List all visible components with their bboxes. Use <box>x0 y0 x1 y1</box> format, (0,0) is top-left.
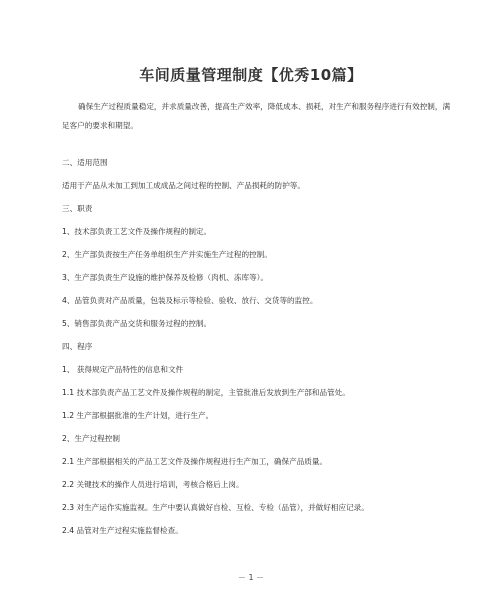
text-line: 1.1 技术部负责产品工艺文件及操作规程的制定，主管批准后发放到生产部和品管处。 <box>62 388 350 397</box>
text-line: 1、技术部负责工艺文件及操作规程的制定。 <box>62 227 212 236</box>
text-line: 1.2 生产部根据批准的生产计划，进行生产。 <box>62 411 214 420</box>
text-line: 2、生产部负责按生产任务单组织生产并实施生产过程的控制。 <box>62 250 272 259</box>
text-line: 适用于产品从未加工到加工成成品之间过程的控制、产品损耗的防护等。 <box>62 181 305 190</box>
text-line: 5、销售部负责产品交货和服务过程的控制。 <box>62 319 212 328</box>
text-line: 3、生产部负责生产设施的维护保养及检修（肉机、冻库等）。 <box>62 273 269 282</box>
text-line: 4、品管负责对产品质量，包装及标示等检验、验收、放行、交货等的监控。 <box>62 296 318 305</box>
text-line: 2.2 关键技术的操作人员进行培训，考核合格后上岗。 <box>62 480 244 489</box>
text-line: 2.1 生产部根据相关的产品工艺文件及操作规程进行生产加工，确保产品质量。 <box>62 457 328 466</box>
text-line: 2.4 品管对生产过程实施监督检查。 <box>62 526 183 535</box>
section-heading-scope: 二、适用范围 <box>62 158 108 167</box>
text-line: 2、生产过程控制 <box>62 434 120 443</box>
section-heading-procedure: 四、程序 <box>62 342 93 351</box>
text-line: 2.3 对生产运作实施监视。生产中要认真做好自检、互检、专检（品管），并做好相应记录。 <box>62 503 369 512</box>
text-line: 1、 获得规定产品特性的信息和文件 <box>62 365 184 374</box>
page-title: 车间质量管理制度【优秀10篇】 <box>139 66 363 84</box>
section-heading-duties: 三、职责 <box>62 204 93 213</box>
page-number: － 1 － <box>237 573 265 582</box>
intro-paragraph: 确保生产过程质量稳定，并求质量改善，提高生产效率，降低成本、损耗，对生产和服务程序进行有效控制，满足客户的要求和期望。 <box>62 102 451 130</box>
